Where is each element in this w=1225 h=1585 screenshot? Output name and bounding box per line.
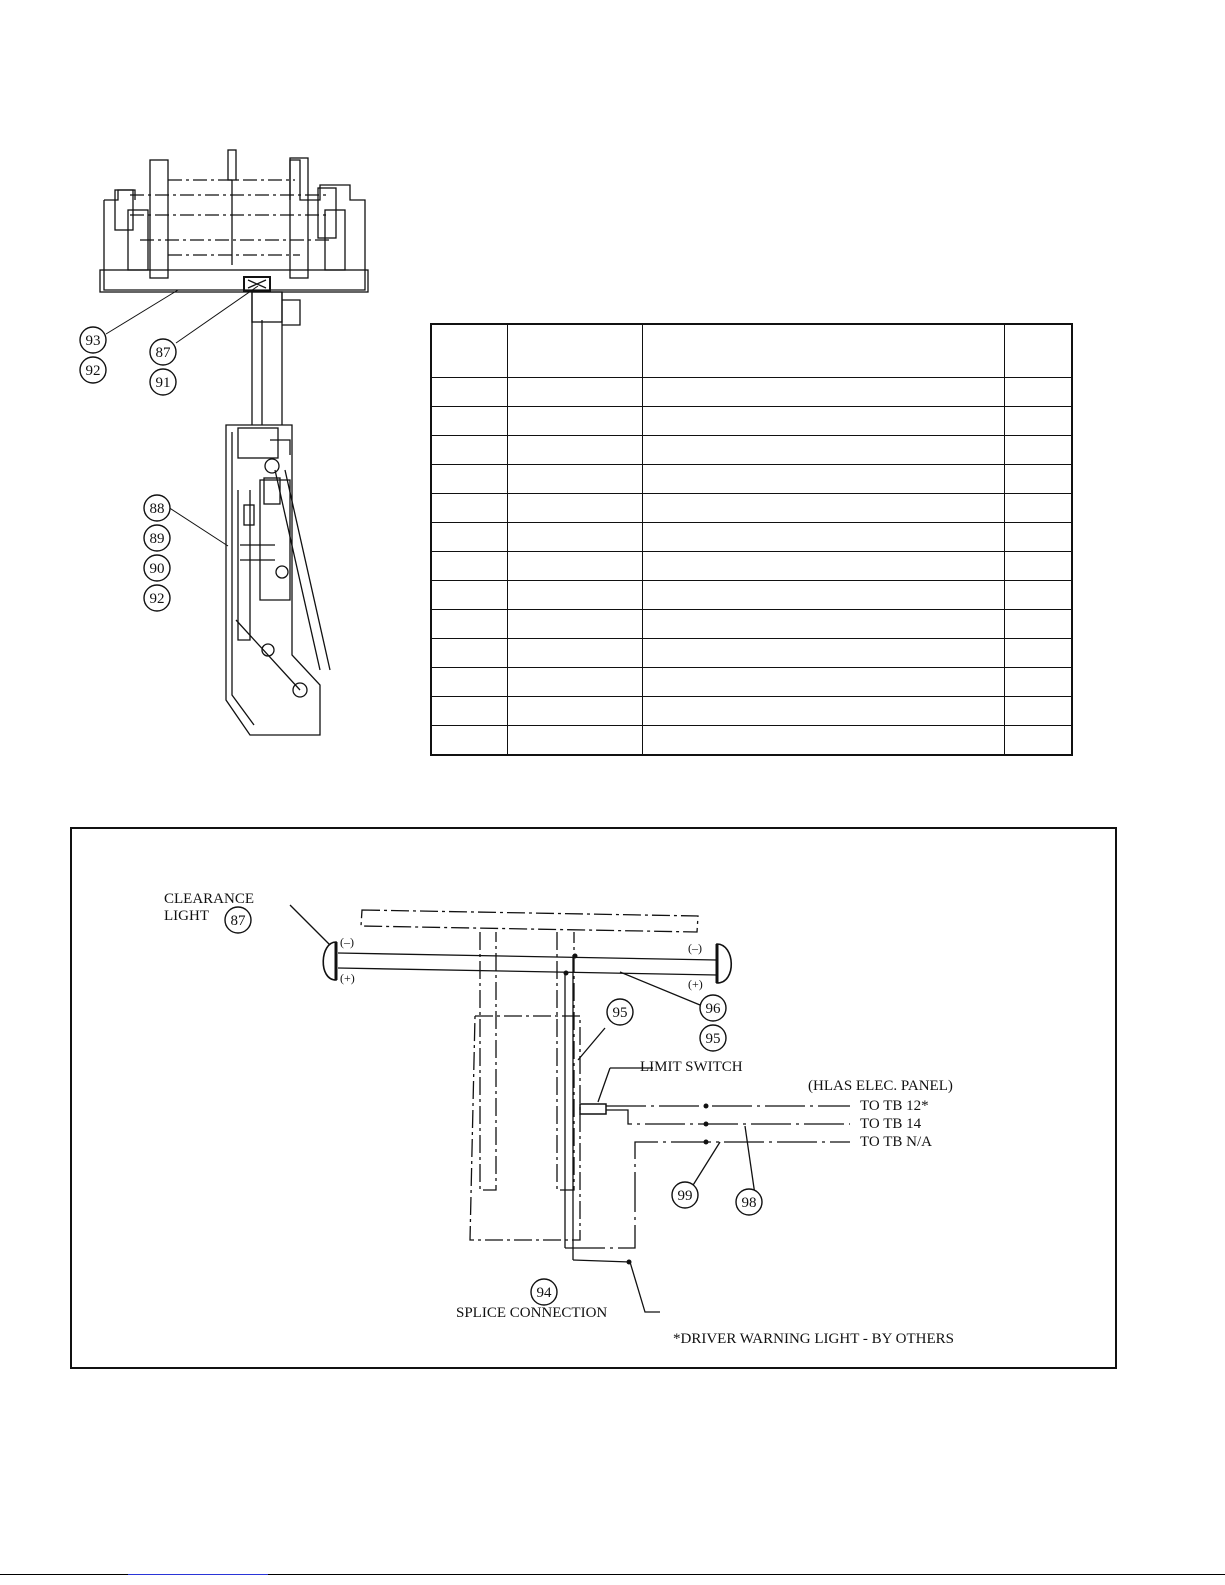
table-row — [431, 494, 1072, 523]
callout-93: 93 — [85, 333, 101, 349]
clearance-light-label-line2: LIGHT — [164, 908, 209, 924]
wiring-callout-96: 96 — [705, 1001, 721, 1017]
table-cell — [1004, 697, 1072, 726]
table-cell — [1004, 436, 1072, 465]
table-body — [431, 378, 1072, 756]
table-cell — [642, 523, 1004, 552]
table-cell — [1004, 465, 1072, 494]
table-cell — [508, 697, 643, 726]
table-cell — [642, 610, 1004, 639]
pos-left-label: (+) — [340, 971, 355, 985]
table-cell — [431, 494, 508, 523]
callout-87: 87 — [155, 345, 171, 361]
table-cell — [642, 726, 1004, 756]
wiring-diagram — [0, 820, 1225, 1380]
table-row — [431, 726, 1072, 756]
table-cell — [431, 436, 508, 465]
table-cell — [431, 552, 508, 581]
parts-table — [430, 323, 1073, 756]
pos-right-label: (+) — [688, 977, 703, 991]
table-cell — [508, 407, 643, 436]
neg-right-label: (–) — [688, 941, 702, 955]
table-cell — [431, 610, 508, 639]
table-cell — [508, 639, 643, 668]
table-cell — [1004, 610, 1072, 639]
neg-left-label: (–) — [340, 935, 354, 949]
table-cell — [642, 639, 1004, 668]
table-cell — [508, 610, 643, 639]
table-cell — [508, 378, 643, 407]
table-cell — [1004, 552, 1072, 581]
table-row — [431, 639, 1072, 668]
table-cell — [431, 697, 508, 726]
table-header-cell — [642, 324, 1004, 378]
table-cell — [642, 407, 1004, 436]
table-row — [431, 610, 1072, 639]
table-header-cell — [1004, 324, 1072, 378]
table-row — [431, 697, 1072, 726]
table-cell — [642, 494, 1004, 523]
table-cell — [1004, 581, 1072, 610]
to-tb12-label: TO TB 12* — [860, 1098, 929, 1114]
table-cell — [508, 668, 643, 697]
mechanical-drawing — [0, 0, 420, 760]
limit-switch-label: LIMIT SWITCH — [640, 1059, 743, 1075]
table-cell — [508, 494, 643, 523]
table-cell — [508, 436, 643, 465]
table-row — [431, 465, 1072, 494]
callout-88: 88 — [149, 501, 165, 517]
callout-90: 90 — [149, 561, 165, 577]
table-cell — [642, 581, 1004, 610]
table-cell — [642, 436, 1004, 465]
table-cell — [508, 523, 643, 552]
table-row — [431, 552, 1072, 581]
table-cell — [431, 407, 508, 436]
table-cell — [431, 668, 508, 697]
to-tbna-label: TO TB N/A — [860, 1134, 932, 1150]
wiring-callout-98: 98 — [741, 1195, 757, 1211]
wiring-frame — [71, 828, 1116, 1368]
callout-89: 89 — [149, 531, 165, 547]
clearance-light-label-line1: CLEARANCE — [164, 891, 254, 907]
table-cell — [508, 726, 643, 756]
table-cell — [508, 465, 643, 494]
table-cell — [642, 378, 1004, 407]
panel-label: (HLAS ELEC. PANEL) — [808, 1078, 953, 1094]
table-cell — [1004, 378, 1072, 407]
table-cell — [508, 581, 643, 610]
footnote: *DRIVER WARNING LIGHT - BY OTHERS — [673, 1331, 954, 1347]
table-cell — [431, 465, 508, 494]
wiring-callout-95: 95 — [705, 1031, 721, 1047]
table-cell — [431, 639, 508, 668]
table-cell — [642, 697, 1004, 726]
table-cell — [431, 378, 508, 407]
table-header-cell — [431, 324, 508, 378]
wiring-callout-87: 87 — [230, 913, 246, 929]
table-cell — [508, 552, 643, 581]
table-header-cell — [508, 324, 643, 378]
table-cell — [1004, 523, 1072, 552]
table-row — [431, 668, 1072, 697]
wiring-callout-94: 94 — [536, 1285, 552, 1301]
callout-91: 91 — [155, 375, 171, 391]
table-cell — [642, 552, 1004, 581]
table-header-row — [431, 324, 1072, 378]
table-cell — [431, 726, 508, 756]
table-cell — [642, 668, 1004, 697]
wiring-callout-95b: 95 — [612, 1005, 628, 1021]
table-cell — [431, 523, 508, 552]
table-cell — [1004, 494, 1072, 523]
table-row — [431, 436, 1072, 465]
table-cell — [1004, 668, 1072, 697]
to-tb14-label: TO TB 14 — [860, 1116, 922, 1132]
footer-link-underline[interactable] — [128, 1574, 268, 1575]
table-cell — [1004, 407, 1072, 436]
table-cell — [642, 465, 1004, 494]
callout-92b: 92 — [149, 591, 165, 607]
table-row — [431, 523, 1072, 552]
table-row — [431, 581, 1072, 610]
table-row — [431, 407, 1072, 436]
callout-92: 92 — [85, 363, 101, 379]
table-cell — [1004, 726, 1072, 756]
table-cell — [431, 581, 508, 610]
wiring-callout-99: 99 — [677, 1188, 693, 1204]
table-cell — [1004, 639, 1072, 668]
table-row — [431, 378, 1072, 407]
splice-label: SPLICE CONNECTION — [456, 1305, 608, 1321]
